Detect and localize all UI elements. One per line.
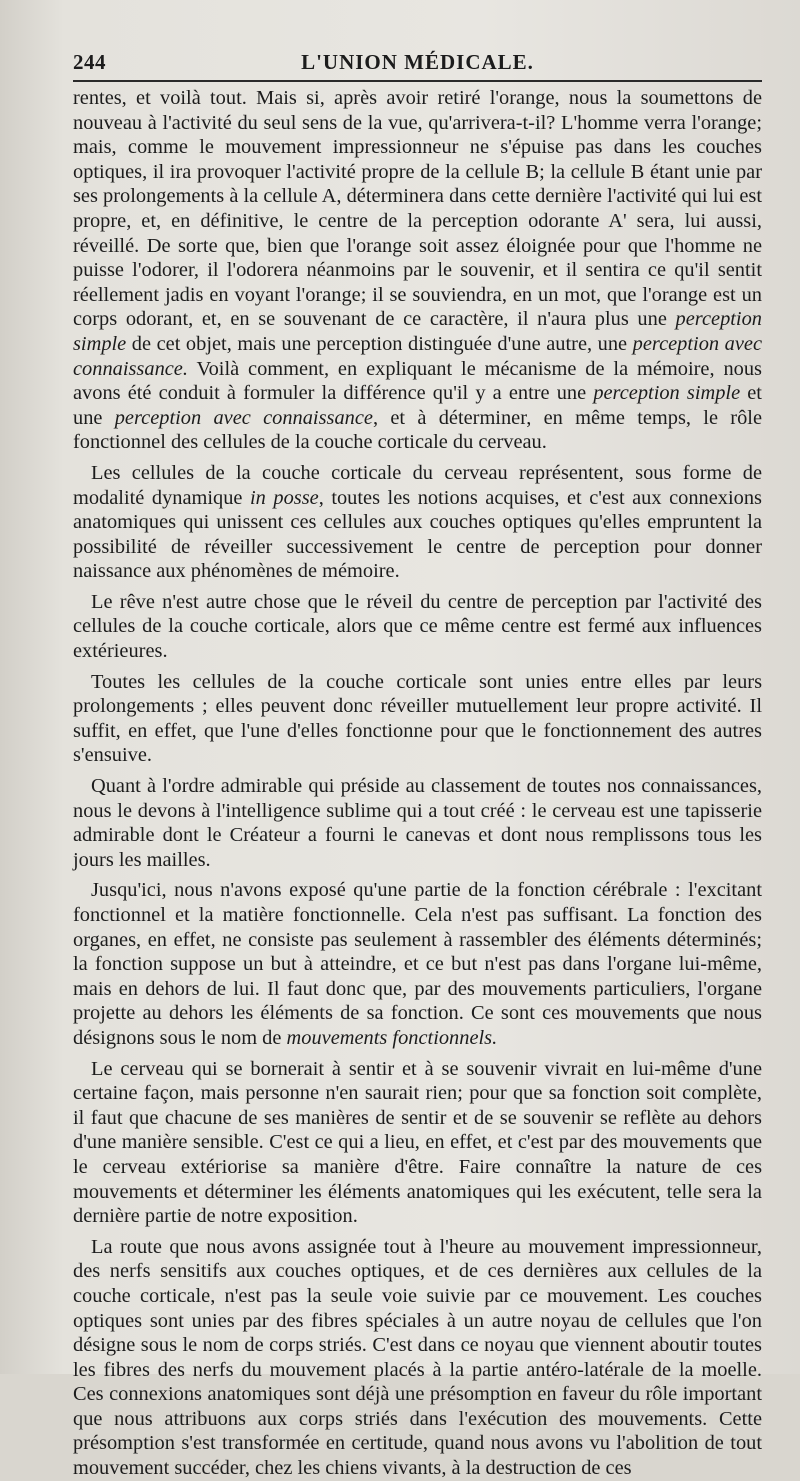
text-run: Le cerveau qui se bornerait à sentir et à se souvenir vivrait en lui-même d'une certaine façon, mais personne n'en saurait rien; pour que sa fonction soit complète, il faut que chacune de ses manières de sentir et de se souvenir se reflète au dehors d'une manière sensible. C'est ce qui a lieu, en effet, et c'est par des mouvements que le cerveau extériorise sa manière d'être. Faire connaître la nature de ces mouvements et déterminer les éléments anatomiques qui les exécutent, telle sera la dernière partie de notre exposition. bbox=[73, 1057, 762, 1228]
paragraph bbox=[73, 774, 762, 872]
paragraph bbox=[73, 878, 762, 1050]
italic-phrase: in posse bbox=[250, 486, 319, 509]
text-run: Les cellules de la couche corticale du cerveau représentent, sous forme de modalité dynamique bbox=[73, 461, 762, 509]
paragraph bbox=[73, 670, 762, 768]
page-number: 244 bbox=[73, 50, 106, 74]
running-title: L'UNION MÉDICALE. bbox=[301, 50, 534, 74]
text-run: , et à déterminer, en même temps, le rôle fonctionnel des cellules de la couche corticale du cerveau. bbox=[73, 406, 763, 454]
italic-phrase: perception avec connaissance. bbox=[73, 332, 762, 380]
paragraph bbox=[73, 461, 762, 584]
body-text bbox=[73, 86, 762, 1481]
italic-phrase: perception simple bbox=[593, 382, 741, 405]
text-run: Le rêve n'est autre chose que le réveil du centre de perception par l'activité des cellules de la couche corticale, alors que ce même centre est fermé aux influences extérieures. bbox=[73, 590, 762, 663]
paragraph bbox=[73, 1057, 762, 1229]
page-header bbox=[73, 46, 762, 82]
italic-phrase: mouvements fonctionnels. bbox=[286, 1026, 498, 1049]
paragraph bbox=[73, 1235, 762, 1481]
text-run: Toutes les cellules de la couche corticale sont unies entre elles par leurs prolongements ; elles peuvent donc réveiller mutuellement leur propre activité. Il suffit, en effet, que l'une d'elles fonctionne pour que le fonctionnement des autres s'ensuive. bbox=[73, 670, 762, 767]
text-run: Voilà comment, en expliquant le mécanisme de la mémoire, nous avons été conduit à formuler la différence qu'il y a entre une bbox=[73, 357, 762, 405]
text-run: Jusqu'ici, nous n'avons exposé qu'une partie de la fonction cérébrale : l'excitant fonctionnel et la matière fonctionnelle. Cela n'est pas suffisant. La fonction des organes, en effet, ne consiste pas seulement à rassembler des éléments déterminés; la fonction suppose un but à atteindre, et ce but n'est pas dans l'organe lui-même, mais en dehors de lui. Il faut donc que, par des mouvements particuliers, l'organe projette au dehors les éléments de sa fonction. Ce sont ces mouvements que nous désignons sous le nom de bbox=[73, 879, 762, 1049]
paragraph bbox=[73, 86, 762, 455]
text-run: , toutes les notions acquises, et c'est aux connexions anatomiques qui unissent ces cellules aux couches optiques qu'elles empruntent la possibilité de réveiller successivement le centre de perception pour donner naissance aux phénomènes de mémoire. bbox=[73, 486, 762, 583]
text-run: et une bbox=[73, 382, 762, 429]
text-run: de cet objet, mais une perception distinguée d'une autre, une bbox=[126, 332, 633, 355]
italic-phrase: perception simple bbox=[73, 308, 762, 355]
italic-phrase: perception avec connaissance bbox=[114, 406, 373, 429]
text-run: Quant à l'ordre admirable qui préside au classement de toutes nos connaissances, nous le devons à l'intelligence sublime qui a tout créé : le cerveau est une tapisserie admirable dont le Créateur a fourni le canevas et dont nous remplissons tous les jours les mailles. bbox=[73, 775, 762, 871]
text-run: rentes, et voilà tout. Mais si, après avoir retiré l'orange, nous la soumettons de nouveau à l'activité du seul sens de la vue, qu'arrivera-t-il? L'homme verra l'orange; mais, comme le mouvement impressionneur ne s'épuise pas dans les couches optiques, il ira provoquer l'activité propre de la cellule B; la cellule B étant unie par ses prolongements à la cellule A, déterminera dans cette dernière l'activité qui lui est propre, et, en définitive, le centre de la perception odorante A' sera, lui aussi, réveillé. De sorte que, bien que l'orange soit assez éloignée pour que l'homme ne puisse l'odorer, il l'odorera néanmoins par le souvenir, et il sentira ce qu'il sentit réellement jadis en voyant l'orange; il se souviendra, en un mot, que l'orange est un corps odorant, et, en se souvenant de ce caractère, il n'aura plus une bbox=[73, 87, 762, 331]
paragraph bbox=[73, 590, 762, 664]
text-run: La route que nous avons assignée tout à l'heure au mouvement impressionneur, des nerfs sensitifs aux couches optiques, et de ces dernières aux cellules de la couche corticale, n'est pas la seule voie suivie par ce mouvement. Les couches optiques sont unies par des fibres spéciales à un autre noyau de cellules que l'on désigne sous le nom de corps striés. C'est dans ce noyau que viennent aboutir toutes les fibres des nerfs du mouvement placés à la partie antéro-latérale de la moelle. Ces connexions anatomiques sont déjà une présomption en faveur du rôle important que nous attribuons aux corps striés dans l'exécution des mouvements. Cette présomption s'est transformée en certitude, quand nous avons vu l'abolition de tout mouvement succéder, chez les chiens vivants, à la destruction de ces bbox=[73, 1235, 762, 1480]
